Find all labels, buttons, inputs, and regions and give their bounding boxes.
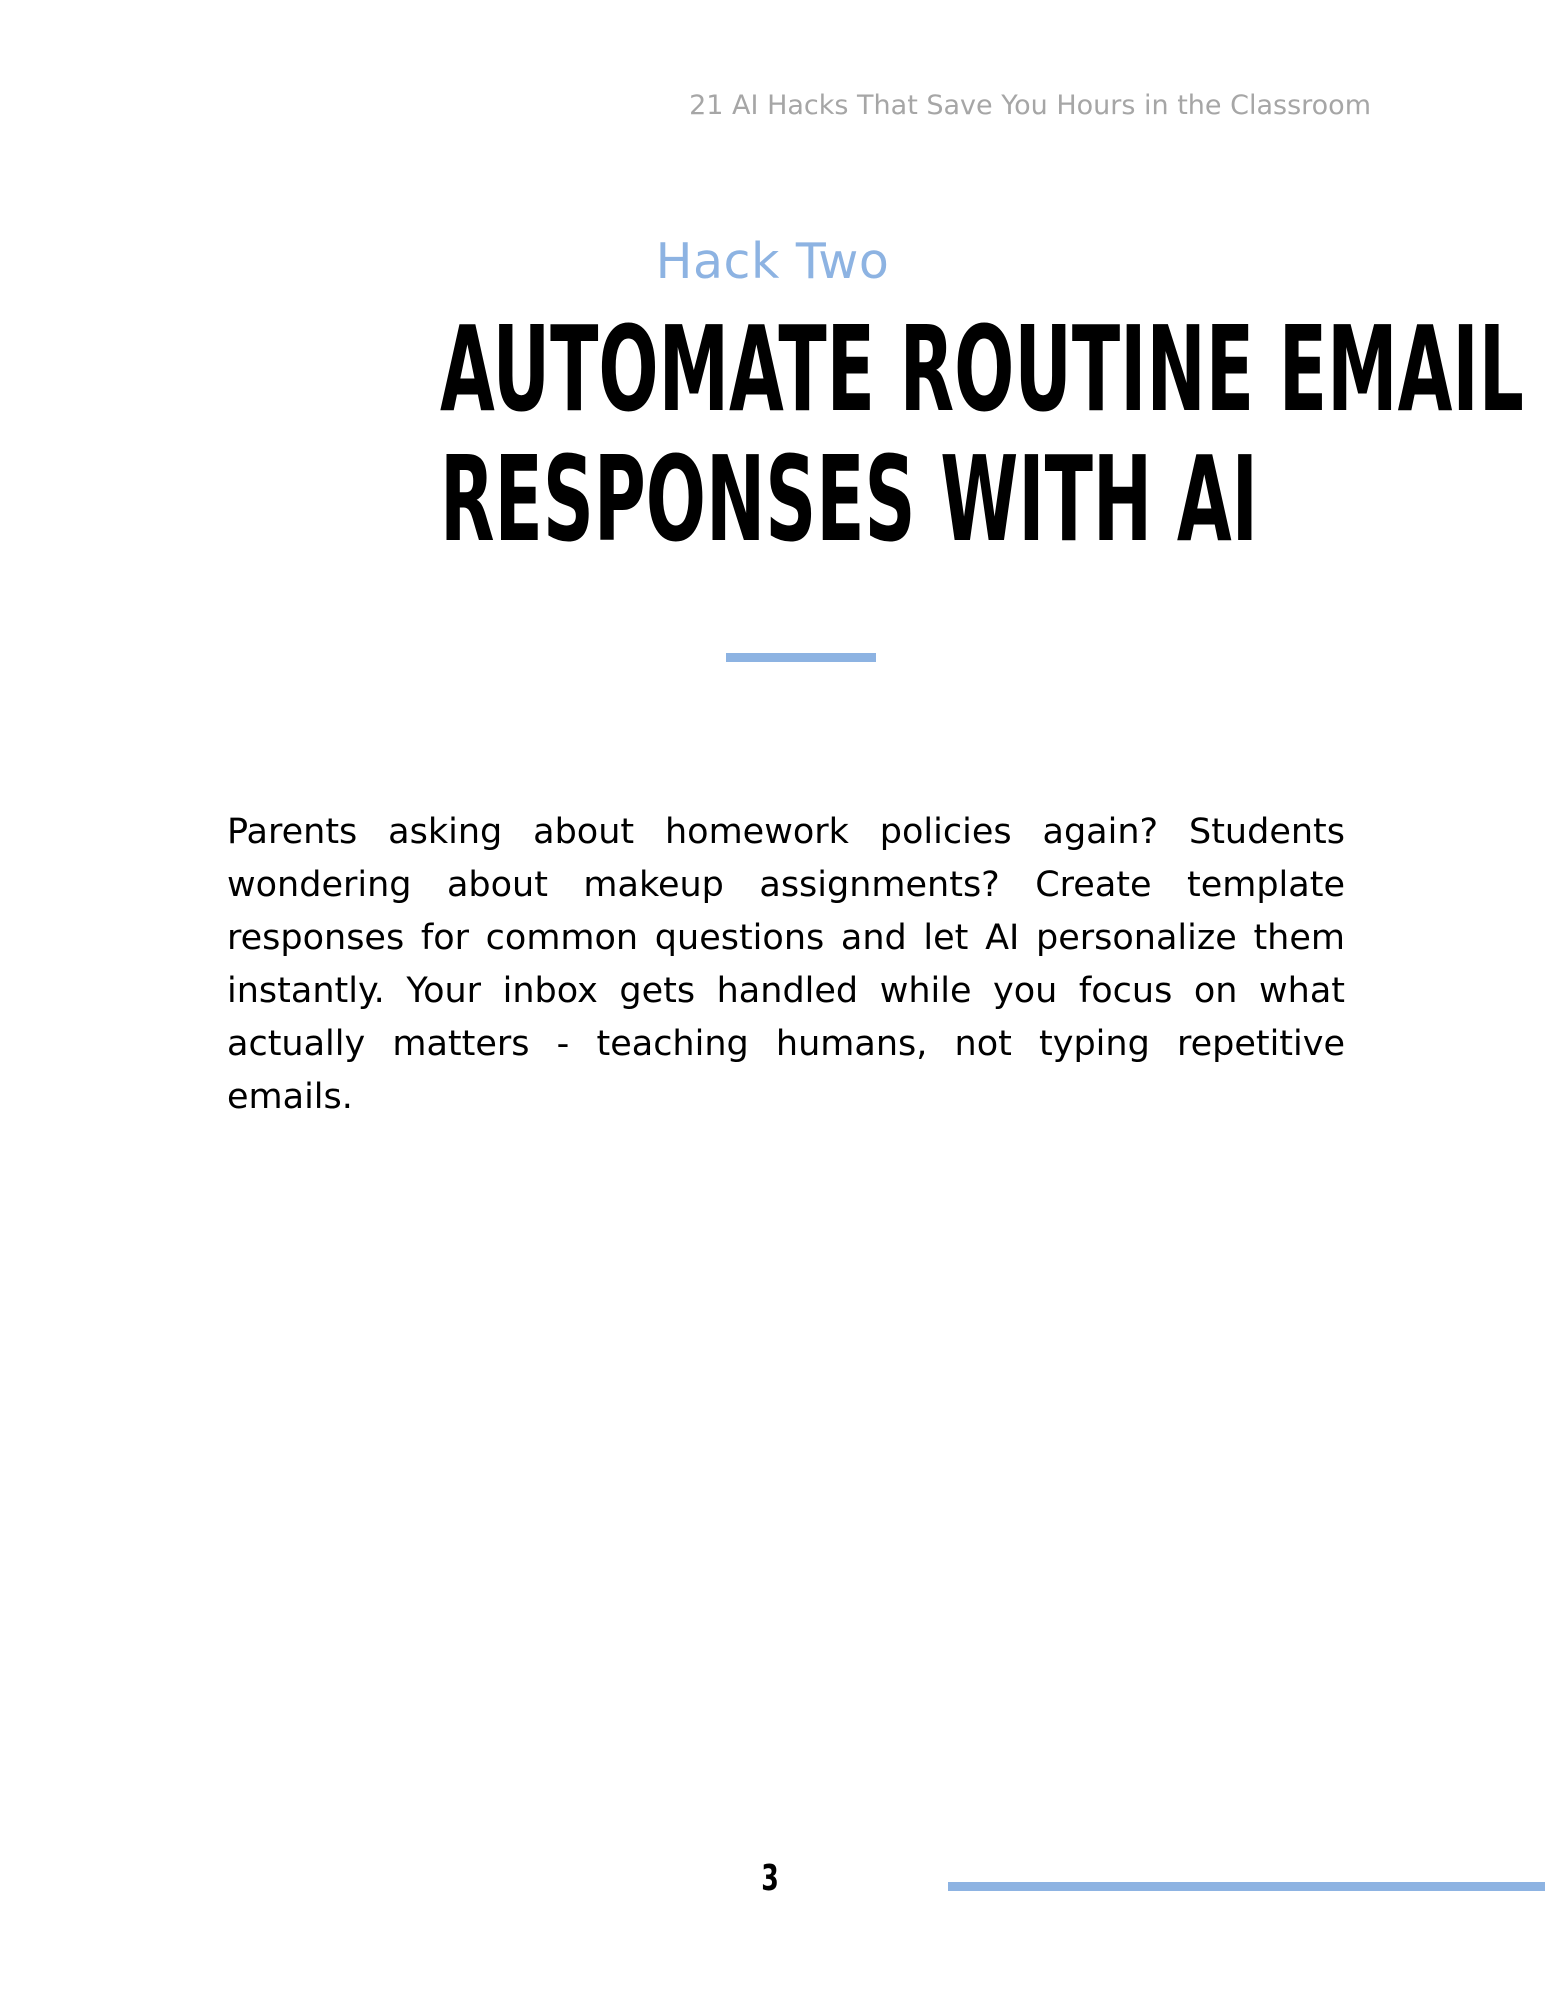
section-label: Hack Two bbox=[655, 233, 890, 290]
title-line-2: RESPONSES WITH AI bbox=[440, 430, 1258, 568]
body-paragraph: Parents asking about homework policies again? Students wondering about makeup assignments? Create template responses for common questions and let AI personalize them instantly. Your inbox gets handled while you focus on what actually matters - teaching humans, not typing repetitive emails. bbox=[227, 812, 1345, 1117]
running-header: 21 AI Hacks That Save You Hours in the Classroom bbox=[689, 90, 1371, 121]
title-line-1: AUTOMATE ROUTINE EMAIL bbox=[440, 300, 1524, 438]
page-title bbox=[440, 300, 1524, 568]
footer-divider bbox=[948, 1882, 1545, 1891]
page-number: 3 bbox=[761, 1858, 779, 1899]
title-divider bbox=[726, 653, 876, 662]
